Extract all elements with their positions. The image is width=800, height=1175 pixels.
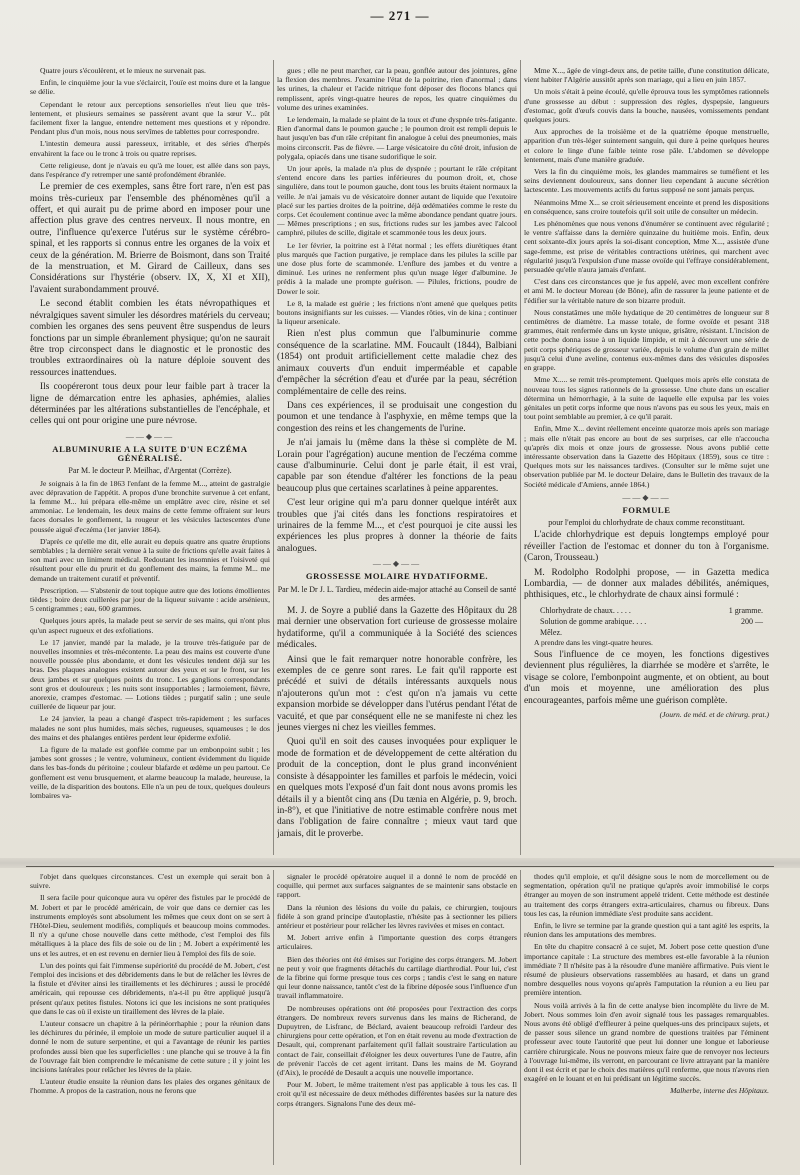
paragraph: Cette religieuse, dont je n'avais eu qu'à me louer, est allée dans son pays, dans l'espérance d'y retremper une santé profondément ébranlée. bbox=[30, 160, 270, 180]
paragraph: Nous voilà arrivés à la fin de cette analyse bien incomplète du livre de M. Jobert. Nous sommes loin d'en avoir signalé tous les passages remarquables. Nous avons été obligé d'effleurer à peine quelques-uns des principaux sujets, et de passer sous silence un grand nombre de questions traitées par l'éminent professeur avec toute l'autorité que peut lui donner une longue et laborieuse carrière chirurgicale. Nous ne pouvons mieux faire que de renvoyer nos lecteurs à l'ouvrage lui-même, ils verront, en parcourant ce livre attrayant par la manière dont il est écrit et par le choix des matières qu'il renferme, que nous n'avons rien exagéré en le louant et en lui prédisant un légitime succès. bbox=[524, 1000, 769, 1084]
paragraph: Ainsi que le fait remarquer notre honorable confrère, les exemples de ce genre sont rares. Le fait qu'il rapporte est précédé et suivi de détails intéressants auxquels nous n'ajouterons qu'un mot : c'est qu'on n'a jamais vu cette expansion morbide se développer dans l'utérus pendant l'état de vacuité, et que par conséquent elle ne se manifeste ni chez les jeunes vierges ni chez les vieilles femmes. bbox=[277, 654, 517, 734]
bottom-column-2 bbox=[277, 872, 517, 1162]
formula-title: FORMULE bbox=[622, 504, 671, 515]
paragraph: Le 8, la malade est guérie ; les frictions n'ont amené que quelques petits boutons insignifiants sur les cuisses. — Viandes rôties, vin de kina ; continuer la liqueur arsenicale. bbox=[277, 298, 517, 327]
article-byline: Par M. le Dr J. L. Tardieu, médecin aide-major attaché au Conseil de santé des armées. bbox=[277, 584, 517, 603]
paragraph: De nombreuses opérations ont été proposées pour l'extraction des corps étrangers. De nombreux revers survenus dans les mains de Richerand, de Dupuytren, de Lisfranc, de Béclard, avaient beaucoup refroidi l'ardeur des chirurgiens pour cette opération, et l'on en était revenu au mode d'extraction de Desault, qui, comprenant parfaitement qu'il fallait soustraire l'articulation au contact de l'air, conseillait d'éloigner les deux ouvertures l'une de l'autre, afin de prévenir l'accès de cet agent irritant. Dans les mains de M. Goyrand (d'Aix), le procédé de Desault a acquis une nouvelle importance. bbox=[277, 1003, 517, 1078]
paragraph: Quoi qu'il en soit des causes invoquées pour expliquer le mode de formation et de développement de cette altération du produit de la conception, dont le plus grand inconvénient consiste à désappointer les familles et parfois le médecin, voici en quelques mots l'exposé d'un fait dont nous avons promis les détails il y a bientôt cinq ans (Du tænia en Algérie, p. 9, broch. in-8°), et que l'initiative de notre estimable confrère nous met dans l'obligation de faire connaître ; mieux vaut tard que jamais, dit le proverbe. bbox=[277, 737, 517, 839]
paragraph: Aux approches de la troisième et de la quatrième époque menstruelle, apparition d'un très-léger suintement sanguin, qui dure à peine quelques heures et colore le linge d'une faible teinte rose pâle. L'abdomen se développe lentement, mais d'une manière graduée. bbox=[524, 127, 769, 164]
paragraph: Le premier de ces exemples, sans être fort rare, n'en est pas moins très-curieux par l'ensemble des phénomènes qu'il a offert, et qui aurait pu de prime abord en imposer pour une affection plus grave des centres nerveux. Il nous montre, en outre, l'influence qu'exerce l'utérus sur le système cérébro-spinal, et les rapports si connus entre les organes de la voix et ceux de la génération. M. Brierre de Boismont, dans son Traité de la menstruation, et M. Girard de Cailleux, dans ses Considérations sur l'hystérie (observ. IX, X, XI et XII), l'avaient surabondamment prouvé. bbox=[30, 182, 270, 295]
paragraph: En tête du chapitre consacré à ce sujet, M. Jobert pose cette question d'une importance capitale : La structure des membres est-elle favorable à la réunion immédiate ? Il n'hésite pas à la résoudre d'une manière affirmative. Puis vient le résumé de plusieurs observations rassemblées au hasard, et dans un grand nombre desquelles nous voyons qu'après l'amputation la réunion a eu lieu par première intention. bbox=[524, 942, 769, 998]
paragraph: Dans la réunion des lésions du voile du palais, ce chirurgien, toujours fidèle à son grand principe d'autoplastie, n'hésite pas à sectionner les piliers antérieur et postérieur pour relâcher les lèvres ravivées et mises en contact. bbox=[277, 902, 517, 931]
paragraph: signaler le procédé opératoire auquel il a donné le nom de procédé en coquille, qui permet aux surfaces saignantes de se maintenir sans obstacle en rapport. bbox=[277, 872, 517, 900]
paragraph: l'objet dans quelques circonstances. C'est un exemple qui serait bon à suivre. bbox=[30, 872, 270, 891]
paragraph: Enfin, le cinquième jour la vue s'éclaircit, l'ouïe est moins dure et la langue se délie. bbox=[30, 78, 270, 97]
column-divider bbox=[273, 870, 274, 1165]
column-3 bbox=[524, 66, 769, 851]
paragraph: Bien des théories ont été émises sur l'origine des corps étrangers. M. Jobert ne peut y voir que fragments détachés du cartilage diarthrodial. Pour lui, c'est de la fibrine qui forme presque tous ces corps ; tandis c'est le sang en nature qui leur donne naissance, tantôt c'est de la fibrine déposée sous l'influence d'un travail inflammatoire. bbox=[277, 954, 517, 1001]
paragraph: Mme X..... se remit très-promptement. Quelques mois après elle constata de nouveau tous les signes rationnels de la grossesse. Une chute dans un escalier détermina un hémorrhagie, à la suite de laquelle elle expulsa par les voies génitales un petit corps informe que nous n'avons pas eu sous les yeux, mais en tout point semblable au premier, à ce qu'il parait. bbox=[524, 375, 769, 422]
paragraph: Rien n'est plus commun que l'albuminurie comme conséquence de la scarlatine. MM. Foucault (1844), Balbiani (1854) ont produit artificiellement cette maladie chez des animaux couverts d'un enduit imperméable et capable d'empêcher la sécrétion d'eau et d'urée par la peau, sécrétion complémentaire de celle des reins. bbox=[277, 329, 517, 397]
formula-line bbox=[524, 605, 769, 616]
paragraph: A prendre dans les vingt-quatre heures. bbox=[534, 637, 653, 647]
column-divider bbox=[273, 60, 274, 855]
column-divider bbox=[520, 870, 521, 1165]
column-2 bbox=[277, 66, 517, 851]
paragraph: L'acide chlorhydrique est depuis longtemps employé pour réveiller l'action de l'estomac et donner du ton à l'organisme. (Caron, Trousseau.) bbox=[524, 530, 769, 564]
paragraph: M. Rodolpho Rodolphi propose, — in Gazetta medica Lombardia, — de donner aux malades débilités, anémiques, phthisiques, etc., le chlorhydrate de chaux ainsi formulé : bbox=[524, 567, 769, 601]
bottom-column-1 bbox=[30, 872, 270, 1162]
formula-ingredient: Chlorhydrate de chaux. . . . . bbox=[540, 605, 631, 615]
paragraph: thodes qu'il emploie, et qu'il désigne sous le nom de morcellement ou de segmentation, opération qu'il ne pratique qu'après avoir immobilisé le corps étranger au moyen de son instrument appelé trident. Cette méthode est destinée au traitement des corps étrangers extra-articulaires, charnus ou fibreux. Dans tous les cas, la réunion immédiate s'est produite sans accident. bbox=[524, 872, 769, 918]
bottom-column-3 bbox=[524, 872, 769, 1162]
ornament-divider: ——◆—— bbox=[125, 431, 175, 441]
paragraph: Le 17 janvier, mandé par la malade, je la trouve très-fatiguée par de nouvelles insomnies et très-mécontente. La peau des mains est couverte d'une nouvelle poussée plus abondante, et dont les vésicules tendent déjà sur les bras. Des plaques analogues existent autour des yeux et sur le front, sur les deux jambes et sur quelques points du tronc. Les ganglions correspondants sont gros et douloureux ; les nuits sont insupportables ; larmoiement, fièvre, anorexie, crampes d'estomac. — Lotions tièdes ; purgatif salin ; une seule cuillerée de liqueur par jour. bbox=[30, 637, 270, 712]
formula-quantity: 1 gramme. bbox=[728, 605, 763, 615]
paragraph: Un jour après, la malade n'a plus de dyspnée ; pourtant le râle crépitant s'entend encore dans les parties inférieures du poumon droit, et, chose singulière, dans tout le poumon gauche, dont tous les bruits étaient normaux la veille. Je n'ai jamais vu de vésicatoire donner autant de liquide que l'exutoire placé sur les parties droites de la poitrine, déjà œdématiées comme le reste du corps. Cet écoulement continue avec la même abondance pendant quatre jours. — Mêmes prescriptions ; en sus, frictions rudes sur les jambes avec l'alcool camphré, pilules de scille, digitale et scammonée tous les deux jours. bbox=[277, 164, 517, 238]
paragraph: Dans ces expériences, il se produisait une congestion du poumon et une tendance à l'asphyxie, en même temps que la congestion des reins et les changements de l'urine. bbox=[277, 400, 517, 434]
paragraph: D'après ce qu'elle me dit, elle aurait eu depuis quatre ans quatre éruptions semblables ; la dernière serait venue à la suite de frictions qu'elle avait faites à son mari avec un liniment médical. Redoutant les insomnies et l'oisiveté qui résultent pour elle du prurit et du gonflement des mains, la femme M... me demande un traitement curatif et préventif. bbox=[30, 536, 270, 583]
paragraph: Enfin, Mme X... devint réellement enceinte quatorze mois après son mariage ; mais elle n'était pas encore au bout de ses surprises, car elle n'accoucha qu'après dix mois et onze jours de grossesse. Nous avons publié cette intéressante observation dans la Gazette des Hôpitaux (1859), sous ce titre : Quelques mots sur les naissances tardives. (Consulter sur le même sujet une observation publiée par M. le docteur Delaire, dans le Bulletin des travaux de la Société médicale d'Amiens, année 1864.) bbox=[524, 424, 769, 489]
formula-line bbox=[524, 616, 769, 627]
paragraph: Enfin, le livre se termine par la grande question qui a tant agité les esprits, la réunion dans les amputations des membres. bbox=[524, 921, 769, 940]
formula-quantity: 200 — bbox=[741, 616, 763, 626]
ornament-divider: ——◆—— bbox=[622, 492, 671, 502]
formula-line bbox=[524, 627, 769, 638]
paragraph: Quatre jours s'écoulèrent, et le mieux ne survenait pas. bbox=[40, 66, 206, 75]
paragraph: Je n'ai jamais lu (même dans la thèse si complète de M. Lorain pour l'agrégation) aucune mention de l'eczéma comme cause d'albuminurie. Celui dont je parle était, il est vrai, capable par son étendue d'altérer les fonctions de la peau beaucoup plus que certaines scarlatines à peine apparentes. bbox=[277, 438, 517, 494]
paragraph: Cependant le retour aux perceptions sensorielles n'eut lieu que très-lentement, et plusieurs semaines se passèrent avant que la sœur V... pût facilement fixer la langue, entendre nettement mes questions et y répondre. Pendant plus d'un mois, nous nous servîmes de tablettes pour correspondre. bbox=[30, 99, 270, 137]
paragraph: M. Jobert arrive enfin à l'importante question des corps étrangers articulaires. bbox=[277, 933, 517, 952]
paragraph: L'auteur consacre un chapitre à la périnéorrhaphie ; pour la réunion dans les déchirures du périnée, il emploie un mode de suture particulier auquel il a donné le nom de suture serpentine, et qui a l'avantage de réunir les parties profondes aussi bien que les superficielles : une planche qui se trouve à la fin de l'ouvrage fait bien comprendre le mécanisme de cette suture ; il y joint les incisions latérales pour relâcher les lèvres de la plaie. bbox=[30, 1019, 270, 1075]
paragraph: Il sera facile pour quiconque aura vu opérer des fistules par le procédé de M. Jobert et par le procédé américain, de voir que dans ce dernier cas les instruments employés sont absolument les mêmes que ceux dont on se sert à l'Hôtel-Dieu, seulement modifiés, compliqués et beaucoup moins commodes. Il n'y a qu'une chose nouvelle dans cette méthode, c'est l'emploi des fils métalliques à la place des fils de soie ou de lin ; M. Jobert a expérimenté les uns et les autres, et en est revenu en dernier lieu à l'emploi des fils de soie. bbox=[30, 893, 270, 958]
ornament-divider: ——◆—— bbox=[372, 559, 422, 569]
paragraph: Néanmoins Mme X... se croit sérieusement enceinte et prend les dispositions en conséquence, sans croire toutefois qu'il soit utile de consulter un médecin. bbox=[524, 197, 769, 216]
source-citation: (Journ. de méd. et de chirurg. prat.) bbox=[659, 710, 769, 720]
paragraph: L'intestin demeura aussi paresseux, irritable, et des séries d'herpès envahirent la face ou le tronc à trois ou quatre reprises. bbox=[30, 139, 270, 158]
paragraph: gues ; elle ne peut marcher, car la peau, gonflée autour des jointures, gêne la flexion des membres. J'examine l'état de la poitrine, rien d'anormal ; dans les urines, la chaleur et l'acide nitrique font déposer des flocons blancs qui remplissent, après vingt-quatre heures de repos, les quatre cinquièmes du volume des urines examinées. bbox=[277, 66, 517, 112]
article-title: GROSSESSE MOLAIRE HYDATIFORME. bbox=[305, 571, 489, 582]
column-divider bbox=[520, 60, 521, 855]
paragraph: Le 1er février, la poitrine est à l'état normal ; les effets diurétiques étant plus marqués que l'action purgative, je remplace dans les pilules la scille par une dose plus forte de scammonée. L'enflure des jambes et du ventre a diminué. Les urines ne renferment plus qu'un nuage léger d'albumine. Je prédis à la malade une prompte guérison. — Pilules, frictions, poudre de Dower le soir. bbox=[277, 240, 517, 296]
paragraph: Les phénomènes que nous venons d'énumérer se continuent avec régularité ; le ventre s'affaisse dans la dernière quinzaine du huitième mois. Enfin, deux cent soixante-dix jours après la soi-disant conception, Mme X..., assistée d'une sage-femme, est prise de véritables contractions utérines, qui marchent avec régularité jusqu'à l'expulsion d'une masse ovoïde qui l'effraye considérablement, persuadée qu'elle n'aura jamais d'enfant. bbox=[524, 219, 769, 275]
signature: Malherbe, interne des Hôpitaux. bbox=[670, 1086, 769, 1096]
paragraph: Le 24 janvier, la peau a changé d'aspect très-rapidement ; les surfaces malades ne sont plus humides, mais sèches, rugueuses, squameuses ; le dos des mains et des phalanges entières perdent leur épiderme exfolié. bbox=[30, 714, 270, 742]
paragraph: Prescription. — S'abstenir de tout topique autre que des lotions émollientes tièdes ; boire deux cuillerées par jour de la liqueur suivante : acide arsénieux, 5 centigrammes ; eau, 600 grammes. bbox=[30, 585, 270, 614]
paragraph: Je soignais à la fin de 1863 l'enfant de la femme M..., atteint de gastralgie avec dépravation de l'appétit. A propos d'une bronchite survenue à cet enfant, la femme M... lui prépara elle-même un emplâtre avec cire, résine et sel ammoniac. Le lendemain, les deux mains de cette femme offraient sur leurs faces dorsales le gonflement, la rougeur et les vésicules lactescentes d'une poussée aiguë d'eczéma (1er janvier 1864). bbox=[30, 478, 270, 534]
column-1 bbox=[30, 66, 270, 851]
paragraph: Nous constatâmes une môle hydatique de 20 centimètres de longueur sur 8 centimètres de diamètre. La masse totale, de forme ovoïde et pesant 318 grammes, était renfermée dans un kyste unique, grisâtre, résistant. L'incision de cette poche donna issue à un liquide limpide, et mit à découvert une série de petit corps sphériques de grosseur variée, depuis le volume d'un grain de millet jusqu'à celui d'une aveline, contenus eux-mêmes dans des vésicules disposées en grappe. bbox=[524, 307, 769, 373]
paragraph: Le lendemain, la malade se plaint de la toux et d'une dyspnée très-fatigante. Rien d'anormal dans le poumon gauche ; le poumon droit est rempli depuis le haut jusqu'en bas d'un râle crépitant fin analogue à celui des pneumonies, mais moins circonscrit. Pas de fièvre. — Large vésicatoire du côté droit, infusion de polygala, opiacés dans une tisane sudorifique le soir. bbox=[277, 115, 517, 161]
article-byline: Par M. le docteur P. Meilhac, d'Argentat (Corrèze). bbox=[68, 466, 232, 476]
paragraph: C'est leur origine qui m'a paru donner quelque intérêt aux troubles que j'ai cités dans les fonctions respiratoires et urinaires de la femme M..., et c'est pourquoi je cite aussi les expériences les plus propres à donner la théorie de faits analogues. bbox=[277, 498, 517, 554]
paragraph: La figure de la malade est gonflée comme par un embonpoint subit ; les jambes sont grosses ; le ventre, volumineux, contient évidemment du liquide dans les bas-fonds du péritoine ; couleur blafarde et œdème un peu partout. Ce gonflement est venu brusquement, et alarme beaucoup la malade, heureuse, la veille, de la disparition des boutons. Elle n'a un peu de toux, quelques douleurs lombaires va- bbox=[30, 745, 270, 801]
formula-ingredient: Solution de gomme arabique. . . . bbox=[540, 616, 647, 626]
paragraph: Quelques jours après, la malade peut se servir de ses mains, qui n'ont plus qu'un aspect rugueux et des exfoliations. bbox=[30, 616, 270, 635]
paragraph: C'est dans ces circonstances que je fus appelé, avec mon excellent confrère et ami M. le docteur Moreau (de Bône), afin de rassurer la jeune patiente et de l'édifier sur la véritable nature de son bizarre produit. bbox=[524, 277, 769, 305]
paragraph: Sous l'influence de ce moyen, les fonctions digestives deviennent plus régulières, la diarrhée se modère et s'arrête, le visage se colore, l'embonpoint augmente, et on obtient, au bout d'un mois et moyenne, une amélioration des plus encourageantes, parfois même une guérison complète. bbox=[524, 649, 769, 706]
formula-instruction: Mêlez. bbox=[540, 627, 562, 637]
formula-subtitle: pour l'emploi du chlorhydrate de chaux comme reconstituant. bbox=[548, 518, 745, 528]
paragraph: M. J. de Soyre a publié dans la Gazette des Hôpitaux du 28 mai dernier une observation fort curieuse de grossesse molaire hydatiforme, qu'il a communiquée à la Société des sciences médicales. bbox=[277, 606, 517, 651]
article-title: ALBUMINURIE A LA SUITE D'UN ECZÉMA GÉNÉRALISÉ. bbox=[52, 443, 248, 464]
paragraph: Mme X..., âgée de vingt-deux ans, de petite taille, d'une constitution délicate, vient habiter l'Algérie aussitôt après son mariage, qui a lieu en juin 1857. bbox=[524, 66, 769, 85]
paragraph: Vers la fin du cinquième mois, les glandes mammaires se tuméfient et les seins deviennent douloureux, sans donner lieu cependant à aucune sécrétion lactescente. Les mouvements actifs du fœtus supposé ne sont jamais perçus. bbox=[524, 167, 769, 195]
paragraph: Pour M. Jobert, le même traitement n'est pas applicable à tous les cas. Il croit qu'il est nécessaire de deux méthodes différentes basées sur la nature des corps étrangers. Signalons l'une des deux mé- bbox=[277, 1080, 517, 1108]
section-divider bbox=[26, 866, 774, 867]
paragraph: Le second établit combien les états névropathiques et névralgiques savent simuler les désordres matériels du cerveau; combien les organes des sens peuvent être suspendus de leurs fonctions par un simple ébranlement physique; qu'on ne saurait être trop circonspect dans le diagnostic et le pronostic des troubles extraordinaires où la nature déploie souvent des ressources inattendues. bbox=[30, 299, 270, 378]
paragraph: L'un des points qui fait l'immense supériorité du procédé de M. Jobert, c'est l'emploi des incisions et des débridements dans le but de relâcher les lèvres de la fistule et d'éviter ainsi les tiraillements et les déchirures ; aussi le procédé américain, qui repousse ces débridements, n'a-t-il pu être appliqué jusqu'à présent qu'aux petites fistules. Notons ici que les incisions ne sont pratiquées que dans le cas où il existe un tiraillement des lèvres de la plaie. bbox=[30, 960, 270, 1016]
paragraph: Un mois s'était à peine écoulé, qu'elle éprouva tous les symptômes rationnels d'une grossesse au début : suppression des règles, dyspepsie, langueurs d'estomac, goût d'œufs couvis dans la bouche, nausées, vomissements pendant quelques jours. bbox=[524, 87, 769, 125]
paragraph: L'auteur étudie ensuite la réunion dans les plaies des organes génitaux de l'homme. A propos de la castration, nous ne ferons que bbox=[30, 1077, 270, 1096]
page-number: — 271 — bbox=[370, 8, 430, 23]
paragraph: Ils coopéreront tous deux pour leur faible part à tracer la ligne de démarcation entre les aphasies, aphémies, alalies déterminées par les altérations substantielles de l'encéphale, et celles qui ont pour origine une pure névrose. bbox=[30, 382, 270, 427]
